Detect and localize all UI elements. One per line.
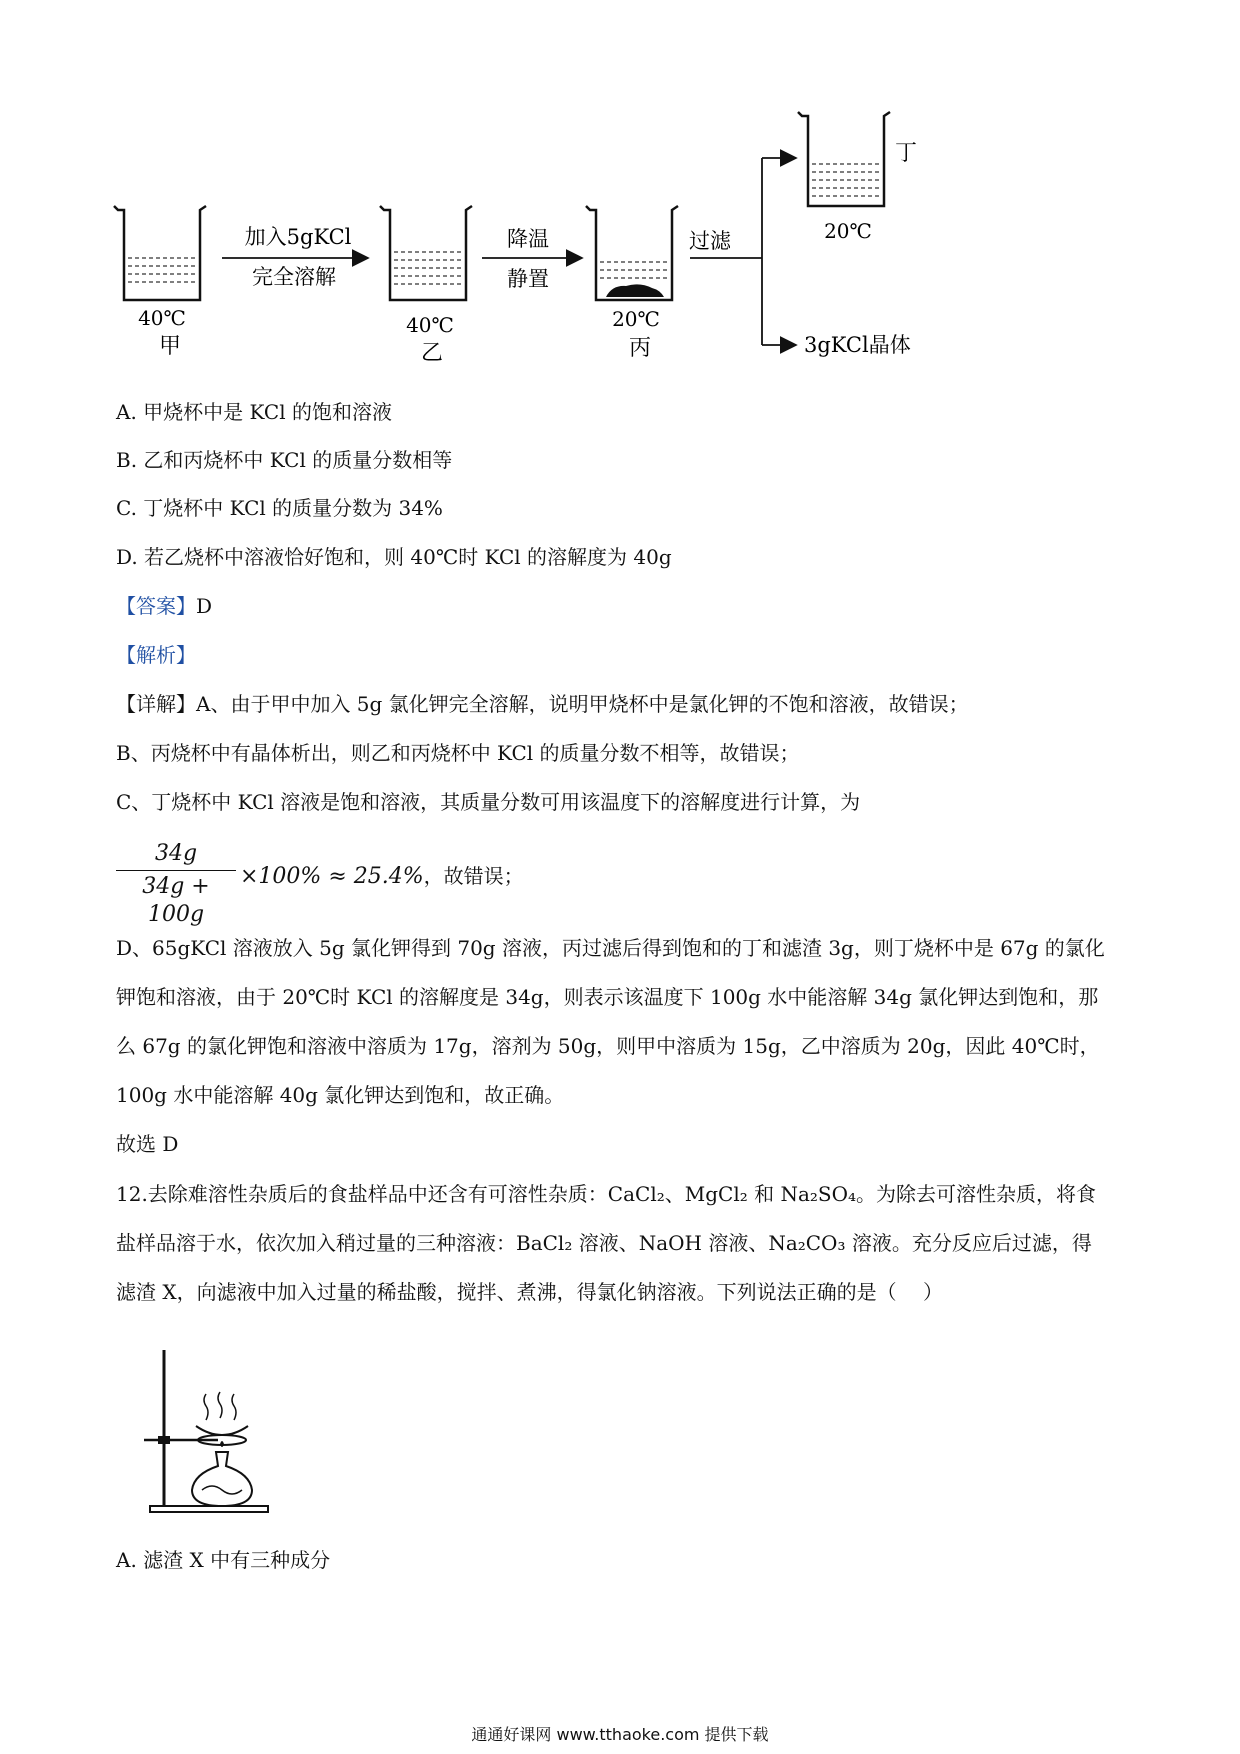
detail-a-text: A、由于甲中加入 5g 氯化钾完全溶解，说明甲烧杯中是氯化钾的不饱和溶液，故错误； [196, 692, 969, 716]
page-footer: 通通好课网 www.tthaoke.com 提供下载 [471, 1725, 769, 1744]
formula-numerator: 34g [154, 841, 198, 866]
q12-line1: 12.去除难溶性杂质后的食盐样品中还含有可溶性杂质：CaCl₂、MgCl₂ 和 Na₂SO₄。为除去可溶性杂质，将食 [116, 1182, 1097, 1206]
bing-name: 丙 [628, 336, 652, 361]
bing-temp: 20℃ [612, 307, 660, 331]
formula-tail: ，故错误； [423, 864, 524, 888]
answer-value: D [196, 594, 213, 618]
jia-name: 甲 [158, 334, 182, 359]
filter-label: 过滤 [689, 229, 731, 253]
ding-temp: 20℃ [824, 219, 872, 243]
detail-a [116, 690, 969, 718]
q12-line2: 盐样品溶于水，依次加入稍过量的三种溶液：BaCl₂ 溶液、NaOH 溶液、Na₂CO₃ 溶液。充分反应后过滤，得 [116, 1231, 1092, 1255]
option-c: C. 丁烧杯中 KCl 的质量分数为 34% [116, 496, 443, 520]
evaporation-apparatus-image [130, 1340, 280, 1520]
detail-d2: 钾饱和溶液，由于 20℃时 KCl 的溶解度是 34g，则表示该温度下 100g 水中能溶解 34g 氯化钾达到饱和，那 [116, 985, 1099, 1009]
yi-temp: 40℃ [406, 313, 454, 337]
formula-denominator: 34g + 100g [142, 874, 210, 927]
formula-fraction [116, 840, 236, 929]
option-d: D. 若乙烧杯中溶液恰好饱和，则 40℃时 KCl 的溶解度为 40g [116, 545, 672, 569]
kcl-process-diagram [0, 0, 1240, 400]
ding-name: 丁 [894, 141, 918, 166]
analysis-label: 【解析】 [116, 643, 196, 667]
detail-c: C、丁烧杯中 KCl 溶液是饱和溶液，其质量分数可用该温度下的溶解度进行计算，为 [116, 790, 861, 814]
option-b: B. 乙和丙烧杯中 KCl 的质量分数相等 [116, 448, 453, 472]
answer-line [116, 592, 212, 620]
arrow2-top-label: 降温 [507, 227, 549, 251]
beaker-ding [798, 112, 890, 206]
detail-d3: 么 67g 的氯化钾饱和溶液中溶质为 17g，溶剂为 50g，则甲中溶质为 15g，乙中溶质为 20g，因此 40℃时， [116, 1034, 1100, 1058]
jia-temp: 40℃ [138, 306, 186, 330]
detail-b: B、丙烧杯中有晶体析出，则乙和丙烧杯中 KCl 的质量分数不相等，故错误； [116, 741, 800, 765]
yi-name: 乙 [420, 341, 444, 366]
arrow2-bottom-label: 静置 [507, 267, 549, 291]
crystal-label: 3gKCl晶体 [804, 333, 911, 357]
q12-line3: 滤渣 X，向滤液中加入过量的稀盐酸，搅拌、煮沸，得氯化钠溶液。下列说法正确的是（ ） [116, 1280, 943, 1304]
beaker-bing [586, 206, 678, 300]
option-a: A. 甲烧杯中是 KCl 的饱和溶液 [116, 400, 392, 424]
detail-d1: D、65gKCl 溶液放入 5g 氯化钾得到 70g 溶液，丙过滤后得到饱和的丁和滤渣 3g，则丁烧杯中是 67g 的氯化 [116, 936, 1105, 960]
arrow1-top-label: 加入5gKCl [244, 225, 352, 249]
conclusion: 故选 D [116, 1132, 179, 1156]
answer-label: 【答案】 [116, 594, 196, 618]
formula-rest [240, 860, 524, 889]
detail-label: 【详解】 [116, 692, 196, 716]
arrow1-bottom-label: 完全溶解 [252, 265, 336, 289]
detail-d4: 100g 水中能溶解 40g 氯化钾达到饱和，故正确。 [116, 1083, 565, 1107]
beaker-jia [114, 206, 206, 300]
fraction-bar [116, 870, 236, 871]
beaker-yi [380, 206, 472, 300]
q12-option-a: A. 滤渣 X 中有三种成分 [116, 1548, 331, 1572]
crystal-deposit [606, 284, 664, 297]
formula-rest-text: ×100% ≈ 25.4% [240, 864, 424, 889]
